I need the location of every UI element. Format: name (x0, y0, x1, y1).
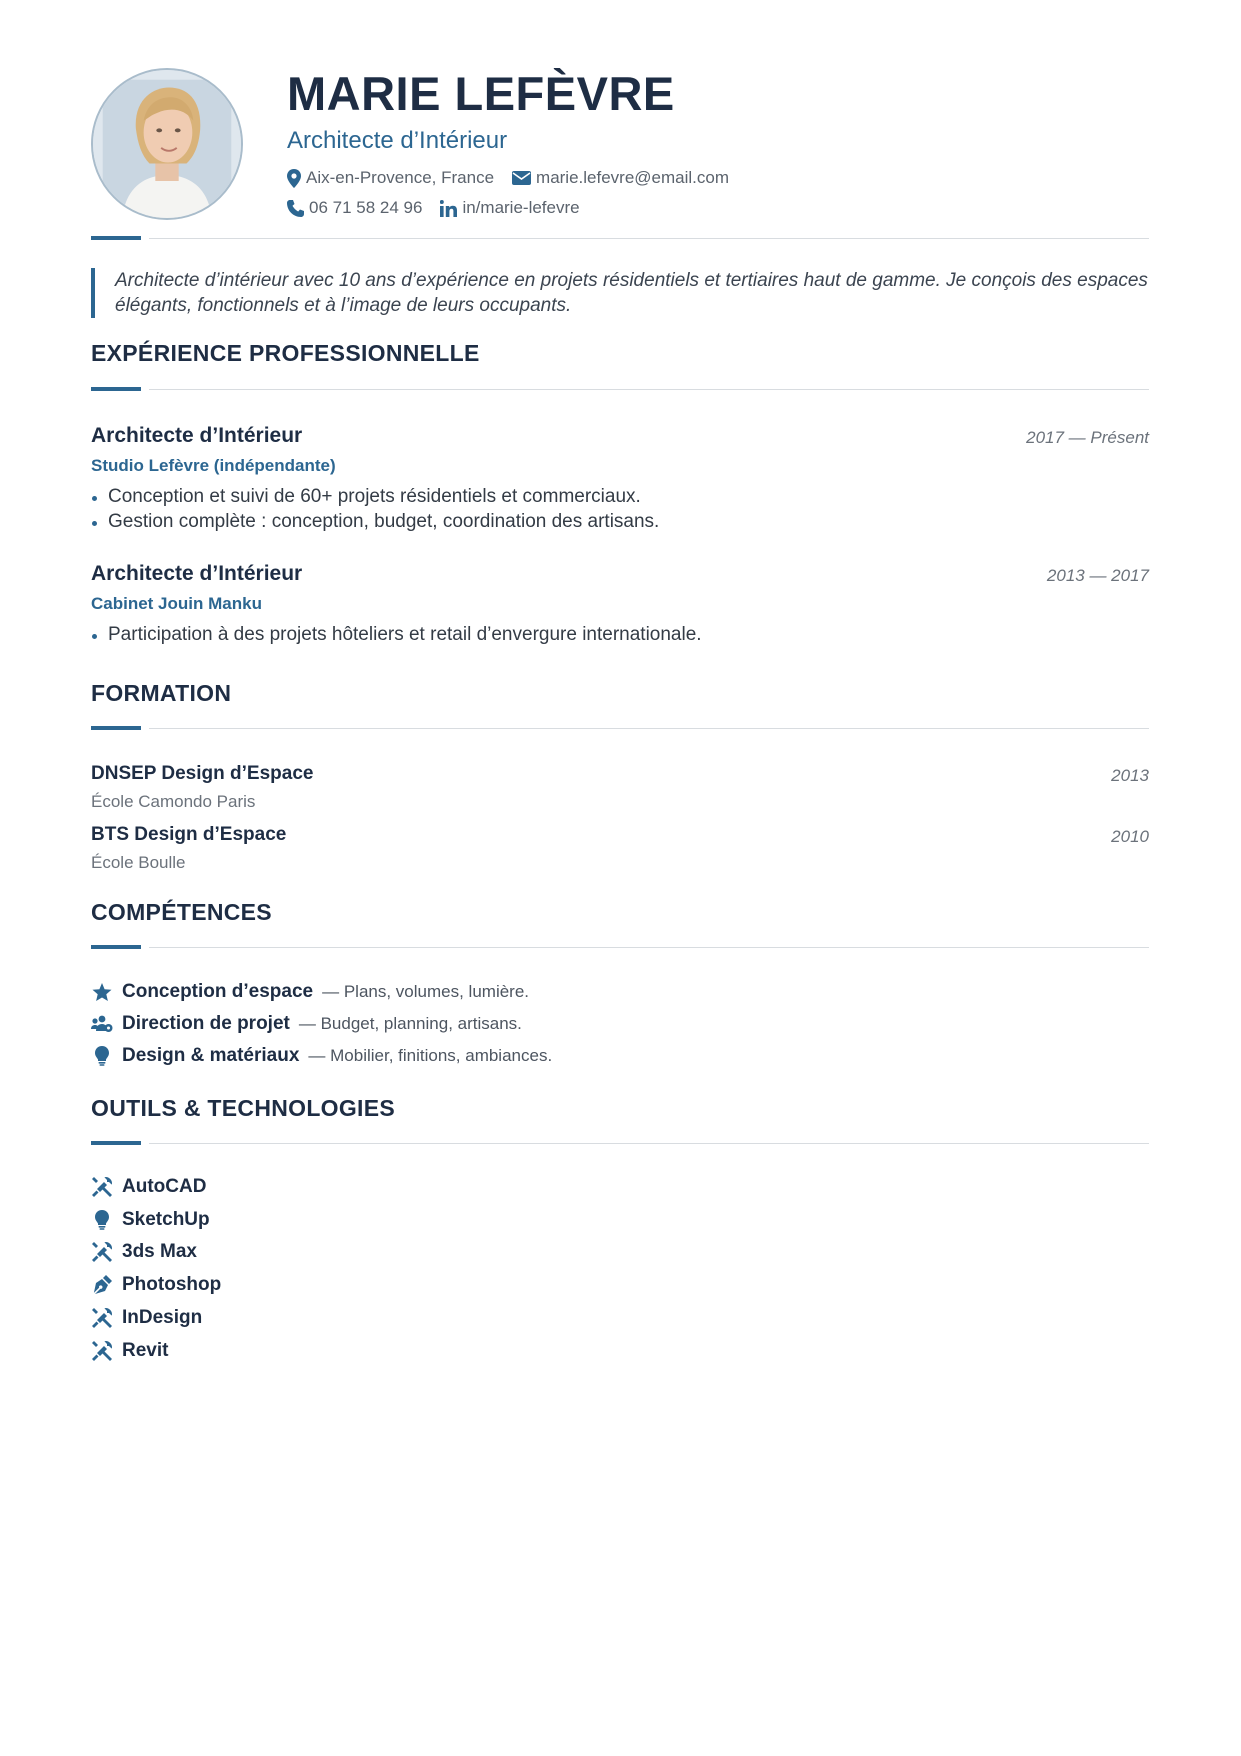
location-text: Aix-en-Provence, France (306, 168, 495, 187)
tool-name: SketchUp (122, 1209, 210, 1230)
pen-nib-icon (91, 1274, 113, 1296)
degree-year: 2013 (1111, 766, 1149, 785)
star-icon (91, 981, 113, 1003)
candidate-role: Architecte d’Intérieur (287, 127, 508, 154)
tool-name: 3ds Max (122, 1241, 197, 1262)
envelope-icon (512, 171, 531, 185)
degree-title: DNSEP Design d’Espace (91, 763, 314, 784)
education-heading: FORMATION (91, 680, 232, 706)
portrait-image (93, 70, 241, 218)
skill-name: Design & matériaux (122, 1045, 300, 1066)
tools-icon (91, 1307, 113, 1329)
skill-item (91, 981, 529, 1003)
job-company: Studio Lefèvre (indépendante) (91, 456, 336, 475)
skill-description: — Plans, volumes, lumière. (322, 982, 530, 1001)
linkedin-text[interactable]: in/marie-lefevre (462, 198, 580, 217)
tool-item (91, 1209, 210, 1231)
linkedin-icon (440, 200, 457, 217)
job-title: Architecte d’Intérieur (91, 562, 303, 585)
degree-title: BTS Design d’Espace (91, 824, 287, 845)
contact-phone (287, 198, 422, 218)
contact-row-1 (287, 168, 729, 188)
skill-name: Conception d’espace (122, 981, 314, 1002)
tool-item (91, 1241, 197, 1263)
degree-year: 2010 (1111, 827, 1149, 846)
contact-row-2 (287, 198, 580, 218)
job-dates: 2013 — 2017 (1046, 566, 1149, 585)
tools-icon (91, 1176, 113, 1198)
contact-email[interactable] (512, 168, 729, 188)
tool-item (91, 1307, 202, 1329)
profile-summary: Architecte d’intérieur avec 10 ans d’expérience en projets résidentiels et tertiaires haut de gamme. Je conçois des espaces élégants, fonctionnels et à l’image de leurs occupants. (91, 268, 1149, 318)
job-bullets (91, 484, 659, 534)
lightbulb-icon (91, 1045, 113, 1067)
school-name: École Boulle (91, 853, 186, 872)
job-bullets (91, 622, 702, 647)
job-bullet: Gestion complète : conception, budget, coordination des artisans. (91, 509, 659, 534)
skill-description: — Mobilier, finitions, ambiances. (308, 1046, 553, 1065)
phone-icon (287, 200, 304, 217)
skill-item (91, 1013, 522, 1035)
tool-item (91, 1176, 206, 1198)
job-bullet: Participation à des projets hôteliers et retail d’envergure internationale. (91, 622, 702, 647)
tool-name: InDesign (122, 1307, 203, 1328)
candidate-name: MARIE LEFÈVRE (287, 67, 675, 120)
job-dates: 2017 — Présent (1026, 428, 1149, 447)
tool-name: AutoCAD (122, 1176, 207, 1197)
header-divider (91, 236, 1149, 240)
job-company: Cabinet Jouin Manku (91, 594, 262, 613)
users-cog-icon (91, 1013, 113, 1035)
skill-description: — Budget, planning, artisans. (298, 1014, 522, 1033)
education-divider (91, 726, 1149, 730)
profile-photo (91, 68, 243, 220)
school-name: École Camondo Paris (91, 792, 256, 811)
job-title: Architecte d’Intérieur (91, 424, 303, 447)
tool-item (91, 1340, 168, 1362)
skill-item (91, 1045, 552, 1067)
contact-linkedin[interactable] (440, 198, 579, 218)
contact-location (287, 168, 494, 188)
lightbulb-icon (91, 1209, 113, 1231)
phone-text: 06 71 58 24 96 (309, 198, 423, 217)
skills-divider (91, 945, 1149, 949)
tool-name: Revit (122, 1340, 169, 1361)
tool-item (91, 1274, 221, 1296)
experience-divider (91, 387, 1149, 391)
skill-name: Direction de projet (122, 1013, 290, 1034)
job-bullet: Conception et suivi de 60+ projets résidentiels et commerciaux. (91, 484, 659, 509)
tool-name: Photoshop (122, 1274, 222, 1295)
email-text[interactable]: marie.lefevre@email.com (536, 168, 730, 187)
tools-divider (91, 1141, 1149, 1145)
map-marker-icon (287, 169, 301, 188)
experience-heading: EXPÉRIENCE PROFESSIONNELLE (91, 340, 480, 366)
tools-icon (91, 1241, 113, 1263)
skills-heading: COMPÉTENCES (91, 899, 272, 925)
tools-icon (91, 1340, 113, 1362)
tools-heading: OUTILS & TECHNOLOGIES (91, 1095, 396, 1121)
